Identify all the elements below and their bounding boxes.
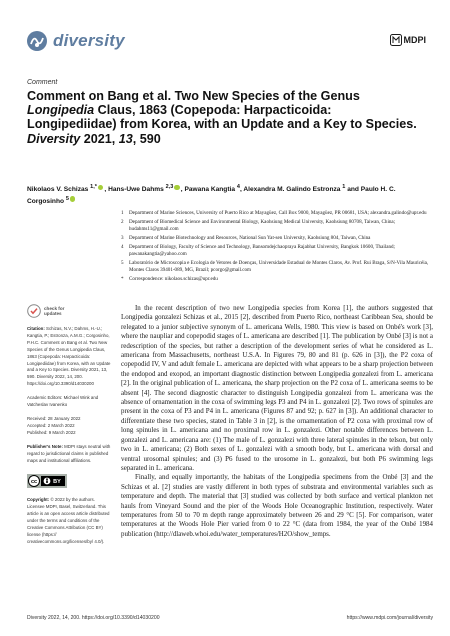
mdpi-logo-icon [390,34,402,46]
check-updates-icon [27,304,41,318]
correspondence: * Correspondence: nikolaos.schizas@upr.edu [121,275,218,282]
citation-block: Citation: Schizas, N.V.; Dahms, H.-U.; Kangtia, P.; Estronza, A.M.G.; Corgosinho, P.H.C. Comment on Bang et al. Two New Species of the Genus Longipedia Claus, 1863 (Copepoda: Harpacticoida: Longipediidae) from Korea, with an Update and a Key to Species. Diversity 2021, 13, 590. Diversity 2022, 14, 200. https://doi.org/10.3390/d14030200 [27,326,111,387]
orcid-icon[interactable] [70,196,76,202]
paragraph: In the recent description of two new Longipedia species from Korea [1], the authors suggested that Longipedia gonzalezi Schizas et al., 2015 [2], described from Puerto Rico, northeast Caribbean Sea, should be relegated to a junior subjective synonym of L. americana Wells, 1980. This view is based on Onbé's work [3], where the naupliar and copepodid stages of L. americana are described [1]. The publication by Onbé [3] is not a redescription of the species, but rather a description of the development series of what he considered as L. americana from Massachusetts, northeast U.S.A. In Figures 79, 80 and 81 (p. 626 in [3]), the P2 coxa of copepodid IV, V and adult female L. americana are depicted with what appears to be a sharp projection between the endopod and exopod, an important diagnostic distinction between Longipedia gonzalezi from L. americana [2]. In the original publication of L. americana, the sharp projection on the P2 coxa of L. americana seems to be absent [4]. The second diagnostic character to distinguish Longipedia gonzalezi from L. americana was the absence of ornamentation in the coxa of swimming legs P3 and P4 in L. gonzalezi [2]. Two rows of spinules are present in the coxa of P3 and P4 in L. americana (Figures 87 and 92; p. 627 in [3]). An additional character to differentiate these two species, stated in Table 3 in [2], is the ornamentation of P2 coxa with proximal row of long spinules in L. americana and no proximal row in L. gonzalezi. Other notable differences between L. gonzalezi and L. americana are: (1) The male of L. gonzalezi with three lateral spinules in the telson, but only two in L. americana; (2) Both sexes of L. gonzalezi with a smooth body, but L. americana with dorsal and ventral urosomal spinules; and (3) P6 fused to the urosome in L. gonzalezi, but both P6 swimming legs separated in L. americana. [121,304,433,472]
affiliation: 2 Department of Biomedical Science and Environmental Biology, Kaohsiung Medical University, Kaohsiung 80708, Taiwan, China; hudahms11@gmail.com [121,218,396,232]
diversity-logo-icon [26,30,48,52]
mdpi-logo[interactable] [390,34,427,46]
article-type: Comment [27,79,58,86]
article-sidebar [27,304,111,553]
affiliation: 5 Laboratório de Microscopia e Ecologia de Vetores de Doenças, Universidade Estadual de Montes Claros, Av. Prof. Rui Braga, S/N-Vila Mauricéia, Montes Claros 39401-089, MG, Brazil; pcorgo@gmail.com [121,259,429,273]
author-list: Nikolaos V. Schizas $^{1,*}$ , Hans-Uwe Dahms $^{2,3}$ , Pawana Kangtia $^4$, Alexandra M. Galindo Estronza $^1$ and Paulo H. C. Corgosinho $^5$ [27,184,396,205]
copyright-block: Copyright: © 2022 by the authors. Licensee MDPI, Basel, Switzerland. This article is an open access article distributed under the terms and conditions of the Creative Commons Attribution (CC BY) license (https:// creativecommons.org/licenses/by/ 4.0/). [27,497,110,544]
affiliations [121,210,433,284]
page-footer [27,615,433,621]
academic-editors: Academic Editors: Michael Wink and Vatcheslav Ivanenko [27,395,99,408]
author[interactable]: Paulo H. C. Corgosinho $^5$ [27,186,396,205]
svg-text:BY: BY [53,479,61,486]
paragraph: Finally, and equally importantly, the habitats of the Longipedia specimens from the Onbé [3] and the Schizas et al. [2] studies are vastly different in both types of substrata and environmental variables such as temperature and depth. The material that [3] studied was collected by both surface and vertical plankton net hauls from Vineyard Sound and the pier of the Woods Hole Oceanographic Institution, respectively. Water temperatures from 50 to 70 m depth range approximately between 26 and 29 °C [5]. For comparison, water temperatures at the Woods Hole Pier varied from 0 to 22 °C (data from 1984, the year of the Onbé 1984 publication (http://dlaweb.whoi.edu/water_temperatures/H2O/show_temps. [121,473,433,538]
author[interactable]: Alexandra M. Galindo Estronza $^1$ [243,184,346,194]
journal-name: diversity [53,31,125,50]
affiliation: 1 Department of Marine Sciences, University of Puerto Rico at Mayagüez, Call Box 9000, Mayagüez, PR 00681, USA; alexandra.galindo@upr.edu [121,210,427,216]
journal-logo[interactable] [26,30,125,52]
cc-by-license-icon[interactable] [27,474,67,488]
publisher-note: Publisher's Note: MDPI stays neutral with regard to jurisdictional claims in published maps and institutional affiliations. [27,443,111,463]
published-date: Published: 9 March 2022 [27,429,76,435]
author[interactable]: Hans-Uwe Dahms $^{2,3}$ [108,184,174,194]
affiliation: 3 Department of Marine Biotechnology and Resources, National Sun Yat-sen University, Kaohsiung 804, Taiwan, China [121,234,371,241]
affiliation: 4 Department of Biology, Faculty of Science and Technology, Bansomdejchaopraya Rajabhat University, Bangkok 10600, Thailand; pawanakangtia@yahoo.com [121,243,395,257]
footer-journal-link[interactable]: https://www.mdpi.com/journal/diversity [346,615,433,621]
article-title: Comment on Bang et al. Two New Species of the Genus Longipedia Claus, 1863 (Copepoda: Harpacticoida: Longipediidae) from Korea, with an Update and a Key to Species. Diversity 2021, 13, 590 [27,89,417,146]
orcid-icon[interactable] [98,185,104,191]
author[interactable]: Pawana Kangtia $^4$ [184,184,240,194]
received-date: Received: 28 January 2022 [27,415,81,421]
page-header [26,30,426,58]
orcid-icon[interactable] [174,185,180,191]
check-for-updates-button[interactable]: check for updates [27,304,111,318]
author[interactable]: Nikolaos V. Schizas $^{1,*}$ [27,184,97,194]
footer-citation[interactable]: Diversity 2022, 14, 200. https://doi.org/10.3390/d14030200 [27,615,160,621]
accepted-date: Accepted: 2 March 2022 [27,422,75,428]
svg-text:cc: cc [30,479,38,486]
article-body [121,304,433,539]
publisher-name: MDPI [403,35,426,45]
dates-block [27,416,111,437]
